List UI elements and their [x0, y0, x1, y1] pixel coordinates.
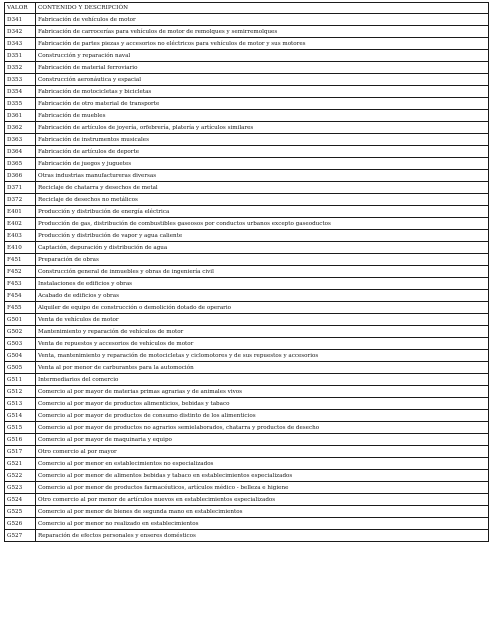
table-row	[5, 182, 489, 194]
row-description: Fabricación de motocicletas y bicicletas	[36, 86, 489, 98]
row-code: E401	[5, 206, 36, 218]
row-code: G513	[5, 398, 36, 410]
row-description: Mantenimiento y reparación de vehículos de motor	[36, 326, 489, 338]
row-description: Preparación de obras	[36, 254, 489, 266]
row-description: Producción de gas, distribución de combustibles gaseosos por conductos urbanos excepto gaseoductos	[36, 218, 489, 230]
row-code: G522	[5, 470, 36, 482]
row-code: D354	[5, 86, 36, 98]
row-code: E402	[5, 218, 36, 230]
table-header-row	[5, 3, 489, 14]
table-row	[5, 278, 489, 290]
table-row	[5, 266, 489, 278]
row-description: Construcción general de inmuebles y obras de ingeniería civil	[36, 266, 489, 278]
row-code: G521	[5, 458, 36, 470]
table-row	[5, 230, 489, 242]
row-description: Reciclaje de chatarra y desechos de metal	[36, 182, 489, 194]
row-description: Intermediarios del comercio	[36, 374, 489, 386]
row-code: D363	[5, 134, 36, 146]
row-code: D353	[5, 74, 36, 86]
table-row	[5, 158, 489, 170]
table-row	[5, 482, 489, 494]
row-code: G515	[5, 422, 36, 434]
row-description: Reciclaje de desechos no metálicos	[36, 194, 489, 206]
row-code: E403	[5, 230, 36, 242]
row-description: Construcción aeronáutica y espacial	[36, 74, 489, 86]
table-row	[5, 14, 489, 26]
table-row	[5, 398, 489, 410]
row-description: Venta de repuestos y accesorios de vehículos de motor	[36, 338, 489, 350]
table-row	[5, 62, 489, 74]
header-contenido: CONTENIDO Y DESCRIPCIÓN	[36, 3, 489, 14]
row-code: D355	[5, 98, 36, 110]
row-description: Producción y distribución de energía eléctrica	[36, 206, 489, 218]
table-row	[5, 530, 489, 542]
table-row	[5, 290, 489, 302]
row-code: G523	[5, 482, 36, 494]
row-description: Fabricación de juegos y juguetes	[36, 158, 489, 170]
table-body	[5, 14, 489, 542]
row-description: Otro comercio al por mayor	[36, 446, 489, 458]
table-row	[5, 302, 489, 314]
table-row	[5, 458, 489, 470]
table-row	[5, 242, 489, 254]
row-description: Comercio al por menor de productos farmacéuticos, artículos médico - belleza e higiene	[36, 482, 489, 494]
table-row	[5, 410, 489, 422]
row-code: F454	[5, 290, 36, 302]
row-description: Alquiler de equipo de construcción o demolición dotado de operario	[36, 302, 489, 314]
table-row	[5, 146, 489, 158]
row-code: D352	[5, 62, 36, 74]
table-row	[5, 494, 489, 506]
row-description: Comercio al por menor de alimentos bebidas y tabaco en establecimientos especializados	[36, 470, 489, 482]
row-description: Fabricación de muebles	[36, 110, 489, 122]
row-description: Fabricación de otro material de transporte	[36, 98, 489, 110]
row-code: G526	[5, 518, 36, 530]
row-code: D351	[5, 50, 36, 62]
table-row	[5, 38, 489, 50]
row-description: Comercio al por menor en establecimientos no especializados	[36, 458, 489, 470]
row-code: G503	[5, 338, 36, 350]
row-code: D364	[5, 146, 36, 158]
row-description: Fabricación de partes piezas y accesorios no eléctricos para vehículos de motor y sus motores	[36, 38, 489, 50]
row-description: Comercio al por mayor de productos alimenticios, bebidas y tabaco	[36, 398, 489, 410]
row-description: Venta de vehículos de motor	[36, 314, 489, 326]
table-row	[5, 206, 489, 218]
table-row	[5, 338, 489, 350]
row-description: Comercio al por mayor de materias primas agrarias y de animales vivos	[36, 386, 489, 398]
table-row	[5, 434, 489, 446]
row-code: D341	[5, 14, 36, 26]
row-code: D372	[5, 194, 36, 206]
table-row	[5, 374, 489, 386]
row-code: D361	[5, 110, 36, 122]
table-row	[5, 362, 489, 374]
table-row	[5, 170, 489, 182]
row-description: Comercio al por mayor de productos no agrarios semielaborados, chatarra y productos de desecho	[36, 422, 489, 434]
table-row	[5, 470, 489, 482]
row-code: G502	[5, 326, 36, 338]
row-description: Fabricación de instrumentos musicales	[36, 134, 489, 146]
table-row	[5, 98, 489, 110]
table-row	[5, 134, 489, 146]
row-description: Fabricación de artículos de joyería, orfebrería, platería y artículos similares	[36, 122, 489, 134]
row-code: G511	[5, 374, 36, 386]
table-row	[5, 218, 489, 230]
table-row	[5, 518, 489, 530]
row-description: Captación, depuración y distribución de agua	[36, 242, 489, 254]
row-code: G525	[5, 506, 36, 518]
row-description: Comercio al por mayor de maquinaria y equipo	[36, 434, 489, 446]
table-row	[5, 50, 489, 62]
row-code: D366	[5, 170, 36, 182]
row-code: F453	[5, 278, 36, 290]
row-description: Reparación de efectos personales y enseres domésticos	[36, 530, 489, 542]
row-description: Fabricación de artículos de deporte	[36, 146, 489, 158]
row-code: G504	[5, 350, 36, 362]
header-valor: VALOR	[5, 3, 36, 14]
row-description: Fabricación de material ferroviario	[36, 62, 489, 74]
row-code: G514	[5, 410, 36, 422]
table-row	[5, 422, 489, 434]
table-row	[5, 74, 489, 86]
row-code: E410	[5, 242, 36, 254]
row-description: Construcción y reparación naval	[36, 50, 489, 62]
table-row	[5, 326, 489, 338]
row-code: G516	[5, 434, 36, 446]
row-description: Comercio al por menor no realizado en establecimientos	[36, 518, 489, 530]
table-row	[5, 122, 489, 134]
table-row	[5, 386, 489, 398]
activity-codes-table	[4, 2, 489, 542]
table-row	[5, 506, 489, 518]
row-code: G512	[5, 386, 36, 398]
row-description: Fabricación de vehículos de motor	[36, 14, 489, 26]
row-description: Acabado de edificios y obras	[36, 290, 489, 302]
row-description: Comercio al por menor de bienes de segunda mano en establecimientos	[36, 506, 489, 518]
row-code: D371	[5, 182, 36, 194]
table-row	[5, 254, 489, 266]
row-code: G505	[5, 362, 36, 374]
row-code: D365	[5, 158, 36, 170]
row-code: G501	[5, 314, 36, 326]
row-description: Otro comercio al por menor de artículos nuevos en establecimientos especializados	[36, 494, 489, 506]
table-row	[5, 446, 489, 458]
row-code: D362	[5, 122, 36, 134]
table-row	[5, 110, 489, 122]
row-description: Otras industrias manufactureras diversas	[36, 170, 489, 182]
row-code: F452	[5, 266, 36, 278]
row-description: Venta al por menor de carburantes para la automoción	[36, 362, 489, 374]
row-code: G524	[5, 494, 36, 506]
row-code: F455	[5, 302, 36, 314]
row-code: D343	[5, 38, 36, 50]
row-description: Instalaciones de edificios y obras	[36, 278, 489, 290]
table-row	[5, 194, 489, 206]
row-description: Producción y distribución de vapor y agua caliente	[36, 230, 489, 242]
row-code: D342	[5, 26, 36, 38]
table-row	[5, 86, 489, 98]
table-row	[5, 26, 489, 38]
row-code: F451	[5, 254, 36, 266]
table-row	[5, 350, 489, 362]
row-code: G527	[5, 530, 36, 542]
row-description: Fabricación de carrocerías para vehículos de motor de remolques y semirremolques	[36, 26, 489, 38]
row-description: Comercio al por mayor de productos de consumo distinto de los alimenticios	[36, 410, 489, 422]
row-description: Venta, mantenimiento y reparación de motocicletas y ciclomotores y de sus repuestos y accesorios	[36, 350, 489, 362]
table-row	[5, 314, 489, 326]
row-code: G517	[5, 446, 36, 458]
